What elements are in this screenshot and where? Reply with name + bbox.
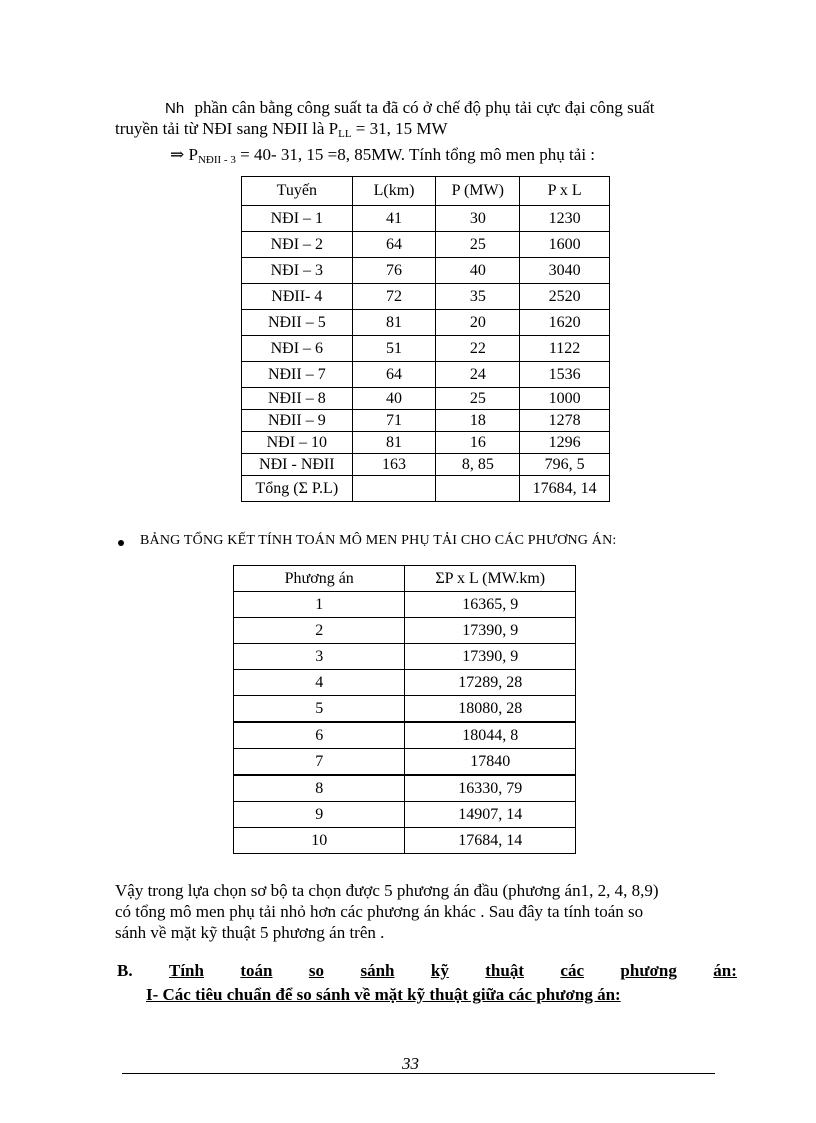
header-cell: Phương án (234, 566, 405, 592)
intro-line-2-pre: truyền tải từ NĐI sang NĐII là P (115, 119, 339, 138)
cell: 16365, 9 (405, 592, 576, 618)
header-cell: P x L (520, 177, 610, 206)
cell: 2 (234, 618, 405, 644)
cell: 41 (352, 206, 436, 232)
conclusion-line-3: sánh về mặt kỹ thuật 5 phương án trên . (115, 923, 385, 942)
cell: NĐII – 8 (242, 388, 353, 410)
cell: 76 (352, 258, 436, 284)
conclusion-line-1: Vậy trong lựa chọn sơ bộ ta chọn được 5 phương án đầu (phương án1, 2, 4, 8,9) (115, 881, 659, 900)
implies-icon: ⇒ (170, 145, 185, 164)
intro-line-3 (170, 145, 595, 170)
cell: 18 (436, 410, 520, 432)
cell: 81 (352, 432, 436, 454)
table-row (242, 454, 610, 476)
cell: 3 (234, 644, 405, 670)
table-row (242, 336, 610, 362)
cell: NĐII – 9 (242, 410, 353, 432)
cell: NĐI - NĐII (242, 454, 353, 476)
cell: 17840 (405, 749, 576, 776)
cell: NĐII – 5 (242, 310, 353, 336)
cell: 9 (234, 802, 405, 828)
intro-nh: Nh (165, 100, 185, 117)
cell: 17390, 9 (405, 644, 576, 670)
table-total-row (242, 476, 610, 502)
intro-line-1-text: phần cân bằng công suất ta đã có ở chế độ phụ tải cực đại công suất (194, 98, 655, 117)
cell: 22 (436, 336, 520, 362)
cell: 25 (436, 232, 520, 258)
table-row (234, 696, 576, 723)
cell: NĐI – 10 (242, 432, 353, 454)
table-header-row (234, 566, 576, 592)
table-row (242, 206, 610, 232)
heading-word: sánh (360, 961, 395, 980)
table-row (234, 802, 576, 828)
cell: 1230 (520, 206, 610, 232)
cell: 40 (436, 258, 520, 284)
heading-word: toán (240, 961, 273, 980)
heading-word: Tính (169, 961, 204, 980)
cell: NĐII- 4 (242, 284, 353, 310)
cell: 16330, 79 (405, 775, 576, 802)
table-row (234, 670, 576, 696)
cell: 3040 (520, 258, 610, 284)
table-row (242, 388, 610, 410)
cell: 1278 (520, 410, 610, 432)
page-number: 33 (402, 1054, 419, 1073)
cell: 18080, 28 (405, 696, 576, 723)
cell: 30 (436, 206, 520, 232)
intro-line-2-post: = 31, 15 MW (351, 119, 448, 138)
cell: 1620 (520, 310, 610, 336)
cell: 16 (436, 432, 520, 454)
cell: NĐI – 2 (242, 232, 353, 258)
section-b-heading (117, 961, 737, 981)
cell: 1000 (520, 388, 610, 410)
heading-word: so (308, 961, 325, 980)
conclusion-line-2: có tổng mô men phụ tải nhỏ hơn các phương án khác . Sau đây ta tính toán so (115, 902, 644, 921)
cell: 14907, 14 (405, 802, 576, 828)
table-header-row (242, 177, 610, 206)
cell: 4 (234, 670, 405, 696)
table-row (242, 310, 610, 336)
cell: 796, 5 (520, 454, 610, 476)
intro-line-3-pre: P (184, 145, 198, 164)
table-row (242, 284, 610, 310)
cell: 17684, 14 (520, 476, 610, 502)
table-row (234, 828, 576, 854)
cell: 64 (352, 232, 436, 258)
cell: 40 (352, 388, 436, 410)
cell: 35 (436, 284, 520, 310)
table-row (234, 618, 576, 644)
cell: 71 (352, 410, 436, 432)
cell: 17390, 9 (405, 618, 576, 644)
intro-line-2-sub: LL (338, 128, 352, 140)
cell: NĐI – 6 (242, 336, 353, 362)
cell: 20 (436, 310, 520, 336)
cell: 1600 (520, 232, 610, 258)
load-moment-table (241, 176, 610, 502)
cell: 163 (352, 454, 436, 476)
bullet-icon (118, 540, 124, 546)
cell: 17684, 14 (405, 828, 576, 854)
cell: 81 (352, 310, 436, 336)
section-i-heading: I- Các tiêu chuẩn để so sánh về mặt kỹ thuật giữa các phương án: (146, 985, 621, 1004)
cell: 10 (234, 828, 405, 854)
cell: 17289, 28 (405, 670, 576, 696)
table-row (242, 362, 610, 388)
heading-word: kỹ (430, 961, 449, 980)
header-cell: Tuyến (242, 177, 353, 206)
table-row (234, 644, 576, 670)
cell: 25 (436, 388, 520, 410)
heading-word: phương (620, 961, 677, 980)
cell: NĐI – 3 (242, 258, 353, 284)
cell: 18044, 8 (405, 722, 576, 749)
cell (436, 476, 520, 502)
cell: Tổng (Σ P.L) (242, 476, 353, 502)
header-cell: L(km) (352, 177, 436, 206)
intro-line-2 (115, 119, 448, 144)
summary-heading: BẢNG TỔNG KẾT TÍNH TOÁN MÔ MEN PHỤ TẢI CHO CÁC PHƯƠNG ÁN: (140, 533, 617, 548)
intro-line-1 (165, 98, 654, 119)
cell: 51 (352, 336, 436, 362)
cell: 72 (352, 284, 436, 310)
intro-line-3-sub: NĐII - 3 (197, 154, 236, 166)
intro-line-3-post: = 40- 31, 15 =8, 85MW. Tính tổng mô men phụ tải : (235, 145, 596, 164)
section-b-label: B. (117, 961, 133, 980)
cell: 8, 85 (436, 454, 520, 476)
cell: NĐI – 1 (242, 206, 353, 232)
table-row (234, 722, 576, 749)
table-row (242, 410, 610, 432)
cell: 8 (234, 775, 405, 802)
cell: 24 (436, 362, 520, 388)
summary-table (233, 565, 576, 854)
header-cell: ΣP x L (MW.km) (405, 566, 576, 592)
footer-rule (122, 1073, 715, 1074)
table-row (234, 775, 576, 802)
cell: 1 (234, 592, 405, 618)
cell: 1536 (520, 362, 610, 388)
heading-word: án: (713, 961, 737, 980)
table-row (242, 258, 610, 284)
heading-word: thuật (485, 961, 524, 980)
table-row (242, 432, 610, 454)
cell: 5 (234, 696, 405, 723)
cell (352, 476, 436, 502)
cell: 64 (352, 362, 436, 388)
table-row (242, 232, 610, 258)
cell: 2520 (520, 284, 610, 310)
header-cell: P (MW) (436, 177, 520, 206)
cell: NĐII – 7 (242, 362, 353, 388)
table-row (234, 592, 576, 618)
cell: 7 (234, 749, 405, 776)
cell: 6 (234, 722, 405, 749)
table-row (234, 749, 576, 776)
cell: 1296 (520, 432, 610, 454)
heading-word: các (560, 961, 584, 980)
cell: 1122 (520, 336, 610, 362)
